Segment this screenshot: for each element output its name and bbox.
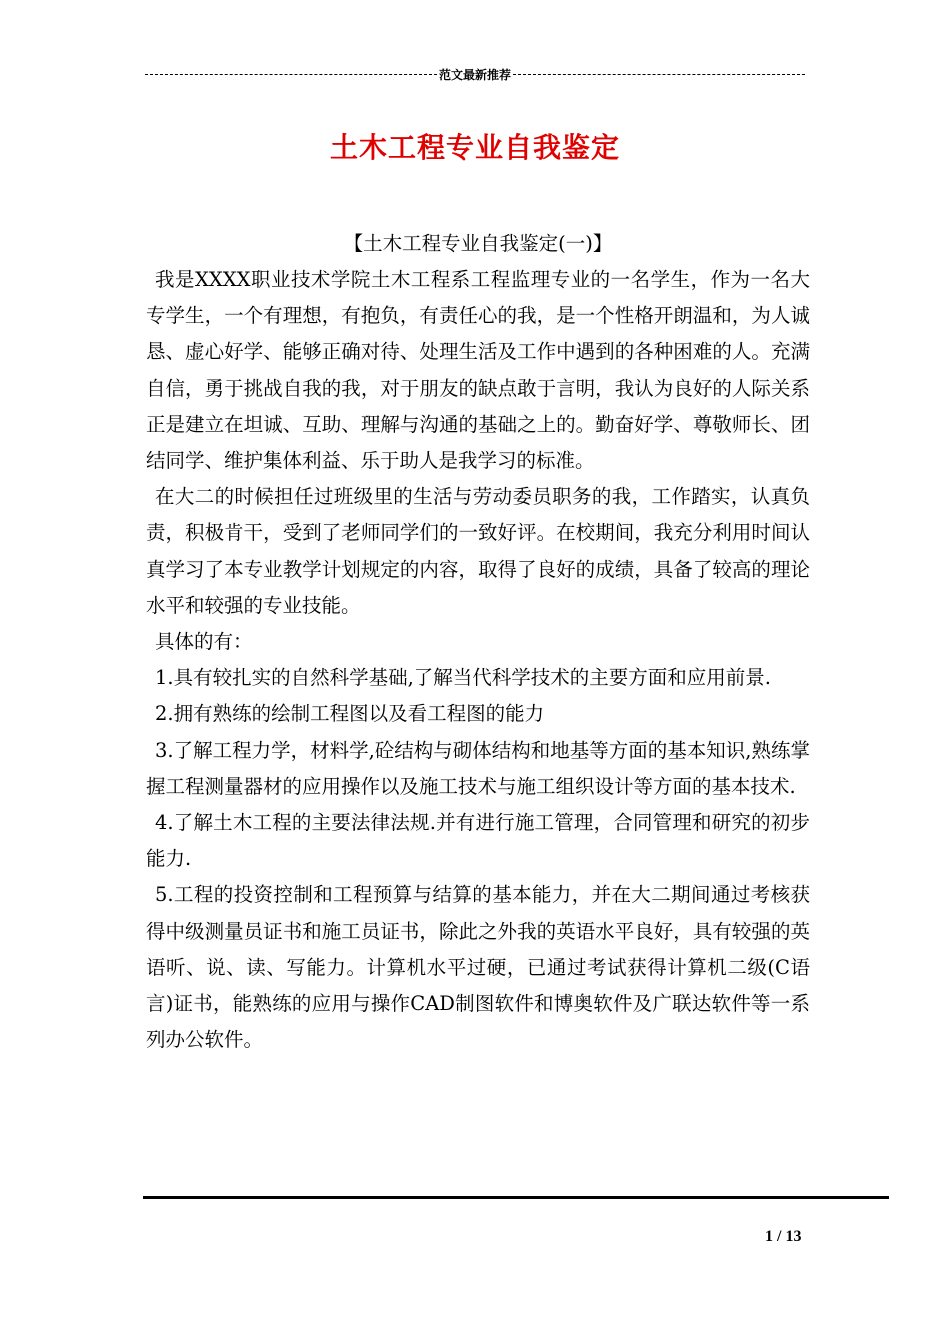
section-heading: 【土木工程专业自我鉴定(一)】 <box>343 232 613 255</box>
list-item-1: 1.具有较扎实的自然科学基础,了解当代科学技术的主要方面和应用前景. <box>155 666 772 690</box>
list-item-4: 4.了解土木工程的主要法律法规.并有进行施工管理，合同管理和研究的初步能力. <box>146 811 810 871</box>
page-indicator: 1 / 13 <box>765 1228 802 1245</box>
paragraph-experience: 在大二的时候担任过班级里的生活与劳动委员职务的我，工作踏实，认真负责，积极肯干，受到了老师同学们的一致好评。在校期间，我充分利用时间认真学习了本专业教学计划规定的内容，取得了良好的成绩，具备了较高的理论水平和较强的专业技能。 <box>146 485 810 617</box>
document-title: 土木工程专业自我鉴定 <box>329 131 620 164</box>
paragraph-intro: 我是XXXX职业技术学院土木工程系工程监理专业的一名学生，作为一名大专学生，一个有理想，有抱负，有责任心的我，是一个性格开朗温和，为人诚恳、虚心好学、能够正确对待、处理生活及工作中遇到的各种困难的人。充满自信，勇于挑战自我的我，对于朋友的缺点敢于言明，我认为良好的人际关系正是建立在坦诚、互助、理解与沟通的基础之上的。勤奋好学、尊敬师长、团结同学、维护集体利益、乐于助人是我学习的标准。 <box>146 268 810 473</box>
paragraph-list-intro: 具体的有： <box>155 630 253 654</box>
page-header <box>145 66 805 83</box>
list-item-2: 2.拥有熟练的绘制工程图以及看工程图的能力 <box>155 702 545 726</box>
header-dash-left <box>145 74 437 75</box>
header-label: 范文最新推荐 <box>439 68 512 82</box>
document-body <box>146 226 810 1058</box>
list-item-3: 3.了解工程力学，材料学,砼结构与砌体结构和地基等方面的基本知识,熟练掌握工程测量器材的应用操作以及施工技术与施工组织设计等方面的基本技术. <box>146 738 811 798</box>
header-dash-right <box>513 74 805 75</box>
footer-divider <box>143 1196 889 1199</box>
list-item-5: 5.工程的投资控制和工程预算与结算的基本能力，并在大二期间通过考核获得中级测量员证书和施工员证书，除此之外我的英语水平良好，具有较强的英语听、说、读、写能力。计算机水平过硬，已通过考试获得计算机二级(C语言)证书，能熟练的应用与操作CAD制图软件和博奥软件及广联达软件等一系列办公软件。 <box>146 883 810 1052</box>
